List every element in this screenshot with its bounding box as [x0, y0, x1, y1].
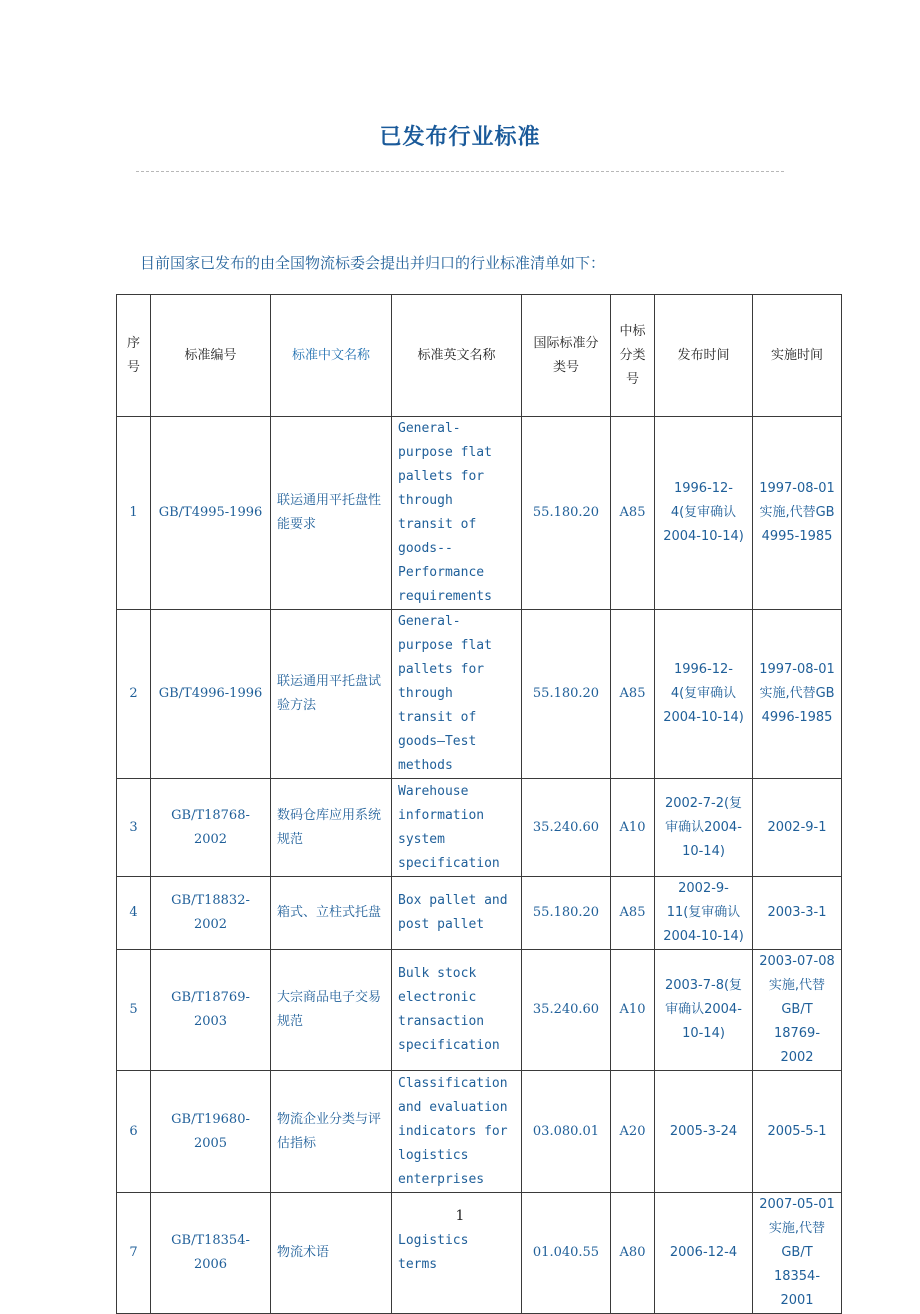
table-row — [117, 417, 842, 610]
page-title: 已发布行业标准 — [379, 125, 541, 150]
cell-en-name: General-purpose flat pallets for through transit of goods—Test methods — [392, 610, 522, 779]
cell-en-name: Box pallet and post pallet — [392, 877, 522, 950]
cell-ccs: A10 — [611, 779, 655, 877]
header-cn-name: 标准中文名称 — [271, 295, 392, 417]
cell-cn-name: 物流企业分类与评估指标 — [271, 1071, 392, 1193]
cell-pub: 2002-7-2(复审确认2004-10-14) — [655, 779, 753, 877]
title-divider — [136, 171, 784, 172]
table-row — [117, 1071, 842, 1193]
cell-cn-name: 大宗商品电子交易规范 — [271, 950, 392, 1071]
cell-cn-name: 数码仓库应用系统规范 — [271, 779, 392, 877]
cell-seq: 5 — [117, 950, 151, 1071]
cell-impl: 2003-3-1 — [753, 877, 842, 950]
header-en-name: 标准英文名称 — [392, 295, 522, 417]
cell-code: GB/T18832-2002 — [151, 877, 271, 950]
cell-ics: 35.240.60 — [522, 950, 611, 1071]
cell-pub: 1996-12-4(复审确认2004-10-14) — [655, 417, 753, 610]
cell-pub: 2002-9-11(复审确认2004-10-14) — [655, 877, 753, 950]
cell-en-name: Bulk stock electronic transaction specification — [392, 950, 522, 1071]
table-row — [117, 950, 842, 1071]
cell-ccs: A85 — [611, 877, 655, 950]
cell-pub: 2006-12-4 — [655, 1193, 753, 1314]
cell-en-name: Logistics terms — [392, 1193, 522, 1314]
cell-seq: 7 — [117, 1193, 151, 1314]
page-number: 1 — [455, 1208, 465, 1224]
cell-code: GB/T18768-2002 — [151, 779, 271, 877]
table-row — [117, 610, 842, 779]
cell-en-name: General-purpose flat pallets for through transit of goods--Performance requirements — [392, 417, 522, 610]
header-ccs: 中标分类号 — [611, 295, 655, 417]
header-code: 标准编号 — [151, 295, 271, 417]
cell-ccs: A85 — [611, 417, 655, 610]
cell-impl: 1997-08-01实施,代替GB 4995-1985 — [753, 417, 842, 610]
cell-seq: 6 — [117, 1071, 151, 1193]
table-row — [117, 779, 842, 877]
cell-cn-name: 物流术语 — [271, 1193, 392, 1314]
header-ics: 国际标准分类号 — [522, 295, 611, 417]
cell-seq: 1 — [117, 417, 151, 610]
cell-code: GB/T4995-1996 — [151, 417, 271, 610]
cell-impl: 2007-05-01实施,代替GB/T 18354-2001 — [753, 1193, 842, 1314]
cell-code: GB/T4996-1996 — [151, 610, 271, 779]
table-row — [117, 877, 842, 950]
cell-seq: 3 — [117, 779, 151, 877]
cell-code: GB/T19680-2005 — [151, 1071, 271, 1193]
cell-ics: 55.180.20 — [522, 417, 611, 610]
cell-pub: 2005-3-24 — [655, 1071, 753, 1193]
header-pub: 发布时间 — [655, 295, 753, 417]
standards-table — [116, 294, 842, 1314]
cell-ccs: A10 — [611, 950, 655, 1071]
cell-impl: 1997-08-01实施,代替GB 4996-1985 — [753, 610, 842, 779]
cell-cn-name: 箱式、立柱式托盘 — [271, 877, 392, 950]
cell-ccs: A85 — [611, 610, 655, 779]
cell-pub: 2003-7-8(复审确认2004-10-14) — [655, 950, 753, 1071]
cell-code: GB/T18354-2006 — [151, 1193, 271, 1314]
cell-seq: 2 — [117, 610, 151, 779]
cell-impl: 2005-5-1 — [753, 1071, 842, 1193]
cell-en-name: Warehouse information system specification — [392, 779, 522, 877]
cell-en-name: Classification and evaluation indicators for logistics enterprises — [392, 1071, 522, 1193]
cell-ics: 01.040.55 — [522, 1193, 611, 1314]
cell-code: GB/T18769-2003 — [151, 950, 271, 1071]
intro-text: 目前国家已发布的由全国物流标委会提出并归口的行业标准清单如下： — [140, 254, 606, 272]
cell-cn-name: 联运通用平托盘性能要求 — [271, 417, 392, 610]
header-seq: 序号 — [117, 295, 151, 417]
cell-ccs: A80 — [611, 1193, 655, 1314]
cell-impl: 2002-9-1 — [753, 779, 842, 877]
cell-ics: 35.240.60 — [522, 779, 611, 877]
cell-impl: 2003-07-08实施,代替GB/T 18769-2002 — [753, 950, 842, 1071]
cell-cn-name: 联运通用平托盘试验方法 — [271, 610, 392, 779]
cell-ics: 55.180.20 — [522, 877, 611, 950]
cell-pub: 1996-12-4(复审确认2004-10-14) — [655, 610, 753, 779]
cell-seq: 4 — [117, 877, 151, 950]
header-impl: 实施时间 — [753, 295, 842, 417]
cell-ics: 55.180.20 — [522, 610, 611, 779]
cell-ccs: A20 — [611, 1071, 655, 1193]
cell-ics: 03.080.01 — [522, 1071, 611, 1193]
